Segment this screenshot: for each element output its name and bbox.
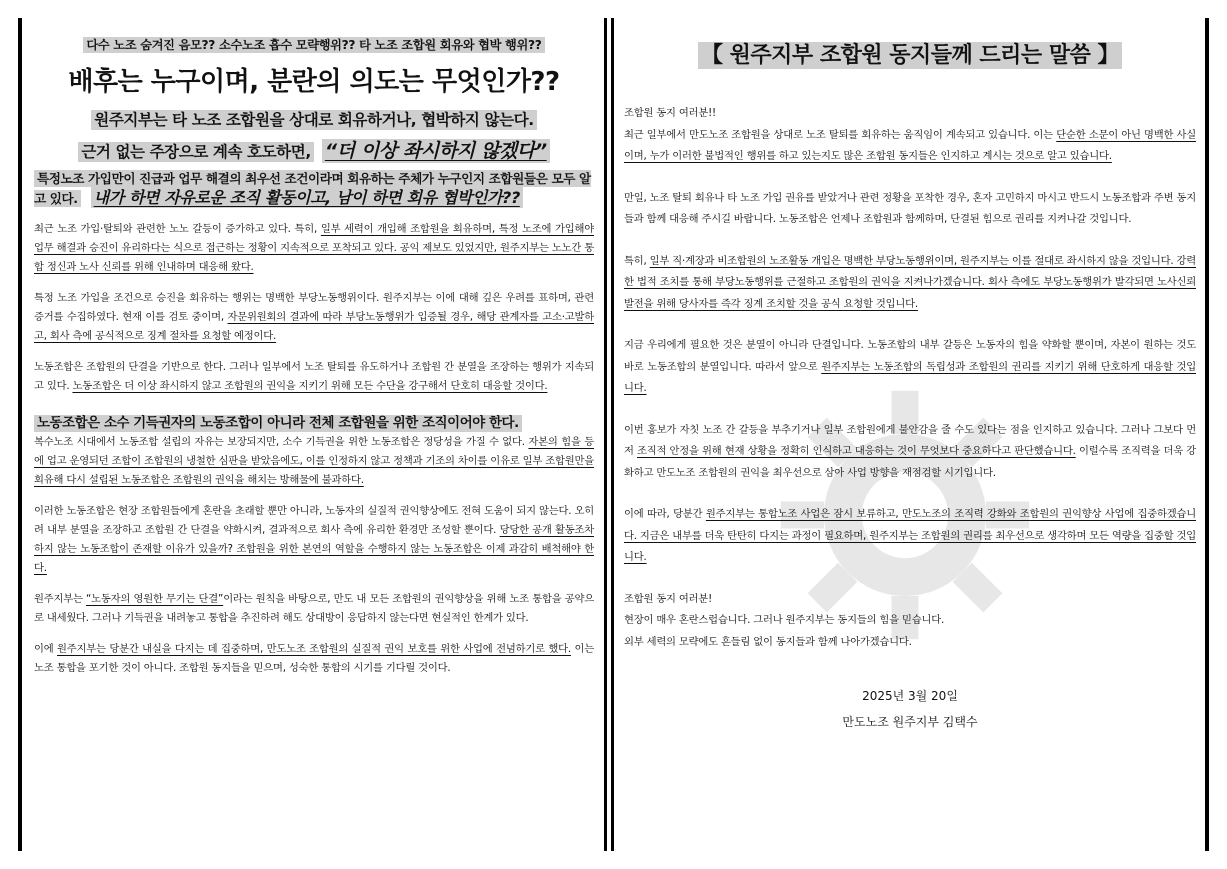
left-bar-big: 내가 하면 자유로운 조직 활동이고, 남이 하면 회유 협박인가??: [91, 187, 523, 208]
right-paragraph-3: [624, 251, 1196, 316]
right-closing-1: 조합원 동지 여러분!: [624, 592, 713, 605]
column-divider-inner: [611, 18, 614, 851]
left-slogan: “더 이상 좌시하지 않겠다”: [322, 139, 550, 163]
right-closing-3: 외부 세력의 모략에도 흔들림 없이 동지들과 함께 나아가겠습니다.: [624, 635, 912, 648]
left-p1b: 일부 세력이 개입해 조합원을 회유하며, 특정 노조에 가입해야 업무 해결과 승진이 유리하다는 식으로 접근하는 정황이 지속적으로 포착되고 있다. 공익 제보도 있었지만, 원주지부는 노노간 통합 정신과 노사 신뢰를 위해 인내하며 대응해 왔다.: [34, 223, 594, 273]
left-highlight-bar: [34, 169, 594, 208]
left-subheading-1: [34, 108, 594, 130]
left-p2a: 특정 노조 가입을 조건으로 승진을 회유하는 행위는 명백한 부당노동행위이다. 원주지부는 이에 대해 깊은 우려를 표하며, 관련 증거를 수집하였다. 현재 이를 검토 중이며,: [34, 292, 594, 323]
left-paragraph-5: [34, 502, 594, 578]
left-paragraph-3: [34, 358, 594, 396]
right-p4a: 지금 우리에게 필요한 것은 분열이 아니라 단결입니다. 노동조합의 내부 갈등은 노동자의 힘을 약화할 뿐이며, 자본이 원하는 것도 바로 노동조합의 분열입니다. 따라서 앞으로: [624, 339, 1196, 373]
left-section-heading: [34, 412, 594, 431]
right-column: [624, 28, 1196, 735]
right-title-text: 【 원주지부 조합원 동지들께 드리는 말씀 】: [698, 42, 1122, 69]
right-paragraph-4: [624, 335, 1196, 400]
left-p3b: 노동조합은 더 이상 좌시하지 않고 조합원의 권익을 지키기 위해 모든 수단을 강구해서 단호히 대응할 것이다.: [72, 380, 548, 392]
left-paragraph-7: [34, 640, 594, 678]
left-p6c: 이라는 원칙을 바탕으로, 만도 내 모든 조합원의 권익향상을 위해 노조 통합을 공약으로 내세웠다. 그러나 기득권을 내려놓고 통합을 추진하려 해도 상대방이 응답하지 않는다면 현실적인 한계가 있다.: [34, 593, 594, 624]
left-paragraph-6: [34, 590, 594, 628]
left-section-heading-text: 노동조합은 소수 기득권자의 노동조합이 아니라 전체 조합원을 위한 조직이어야 한다.: [34, 415, 522, 432]
left-p4b: 자본의 힘을 등에 업고 운영되던 조합이 조합원의 냉철한 심판을 받았음에도, 이를 인정하지 않고 정책과 기조의 차이를 이유로 일부 조합원만을 회유해 다시 설립된 노동조합은 조합원의 권익을 해치는 방해물에 불과하다.: [34, 436, 594, 486]
left-paragraph-2: [34, 289, 594, 346]
right-greeting: 조합원 동지 여러분!!: [624, 107, 716, 119]
left-p6a: 원주지부는: [34, 593, 87, 605]
left-top-line: [34, 36, 594, 53]
right-p3a: 특히,: [624, 254, 650, 267]
right-signature: 만도노조 원주지부 김택수: [842, 715, 978, 729]
right-p1b: 단순한 소문이 아닌 명백한 사실이며, 누가 이러한 불법적인 행위를 하고 있는지도 많은 조합원 동지들은 인지하고 계시는 것으로 알고 있습니다.: [624, 128, 1196, 162]
left-p5a: 이러한 노동조합은 현장 조합원들에게 혼란을 초래할 뿐만 아니라, 노동자의 실질적 권익향상에도 전혀 도움이 되지 않는다. 오히려 내부 분열을 조장하고 조합원 간 단결을 약화시켜, 결과적으로 회사 측에 유리한 환경만 조성할 뿐이다.: [34, 505, 594, 536]
right-paragraph-2: 만일, 노조 탈퇴 회유나 타 노조 가입 권유를 받았거나 관련 정황을 포착한 경우, 혼자 고민하지 마시고 반드시 노동조합과 주변 동지들과 함께 대응해 주시길 바랍니다. 노동조합은 언제나 조합원과 함께하며, 단결된 힘으로 권리를 지켜나갈 것입니다.: [624, 191, 1196, 225]
left-p1a: 최근 노조 가입·탈퇴와 관련한 노노 갈등이 증가하고 있다. 특히,: [34, 223, 321, 235]
left-paragraph-1: [34, 220, 594, 277]
left-paragraph-4: [34, 433, 594, 490]
left-subheading-2: [34, 136, 594, 163]
left-p7c: 이는 노조 통합을 포기한 것이 아니다. 조합원 동지들을 믿으며, 성숙한 통합의 시기를 기다릴 것이다.: [34, 643, 594, 674]
left-p5b: 당당한 공개 활동조차 하지 않는 노동조합이 존재할 이유가 있을까? 조합원을 위한 본연의 역할을 수행하지 않는 노동조합은 이제 과감히 배척해야 한다.: [34, 524, 594, 574]
left-p2b: 자문위원회의 결과에 따라 부당노동행위가 입증될 경우, 해당 관계자를 고소·고발하고, 회사 측에 공식적으로 징계 절차를 요청할 예정이다.: [34, 311, 595, 342]
left-subheading-1-text: 원주지부는 타 노조 조합원을 상대로 회유하거나, 협박하지 않는다.: [91, 110, 536, 130]
right-paragraph-6: [624, 504, 1196, 569]
left-top-line-text: 다수 노조 숨겨진 음모?? 소수노조 흡수 모략행위?? 타 노조 조합원 회유와 협박 행위??: [83, 37, 544, 53]
right-p6a: 이에 따라, 당분간: [624, 508, 706, 520]
right-date: 2025년 3월 20일: [862, 689, 958, 703]
right-p6b: 원주지부는 통합노조 사업은 잠시 보류하고, 만도노조의 조직력 강화와 조합원의 권익향상 사업에 집중하겠습니다. 지금은 내부를 더욱 탄탄히 다지는 과정이 필요하며, 원주지부는 조합원의 권리를 최우선으로 생각하며 모든 역량을 집중할 것입니다.: [624, 508, 1196, 563]
right-closing: [624, 589, 1196, 654]
right-closing-2: 현장이 매우 혼란스럽습니다. 그러나 원주지부는 동지들의 힘을 믿습니다.: [624, 614, 945, 626]
right-paragraph-5: [624, 420, 1196, 485]
left-p7b: 원주지부는 당분간 내실을 다지는 데 집중하며, 만도노조 조합원의 실질적 권익 보호를 위한 사업에 전념하기로 했다.: [57, 643, 571, 655]
left-p3a: 노동조합은 조합원의 단결을 기반으로 한다. 그러나 일부에서 노조 탈퇴를 유도하거나 조합원 간 분열을 조장하는 행위가 지속되고 있다.: [34, 361, 594, 392]
left-p6b: “노동자의 영원한 무기는 단결”: [86, 593, 224, 605]
right-p3b: 일부 직·계장과 비조합원의 노조활동 개입은 명백한 부당노동행위이며, 원주지부는 이를 절대로 좌시하지 않을 것입니다. 강력한 법적 조치를 통해 부당노동행위를 근절하고 조합원의 권익을 지켜나가겠습니다. 회사 측에도 부당노동행위가 발각되면 노사신뢰 발전을 위해 당사자를 즉각 징계 조치할 것을 공식 요청할 것입니다.: [624, 254, 1196, 310]
right-paragraph-1: [624, 125, 1196, 168]
right-p4b: 원주지부는 노동조합의 독립성과 조합원의 권리를 지키기 위해 단호하게 대응할 것입니다.: [624, 360, 1196, 394]
left-column: [34, 28, 594, 678]
left-headline: 배후는 누구이며, 분란의 의도는 무엇인가??: [68, 67, 560, 97]
left-p7a: 이에: [34, 643, 58, 655]
right-signature-block: [624, 683, 1196, 735]
left-p4a: 복수노조 시대에서 노동조합 설립의 자유는 보장되지만, 소수 기득권을 위한 노동조합은 정당성을 가질 수 없다.: [34, 436, 529, 448]
right-p5c: 이럴수록 조직력을 더욱 강화하고 만도노조 조합원의 권익을 최우선으로 삼아 사업 방향을 재점검할 시기입니다.: [624, 445, 1196, 479]
right-p5a: 이번 홍보가 자칫 노조 간 갈등을 부추기거나 일부 조합원에게 불안감을 줄 수도 있다는 점을 인지하고 있습니다. 그러나 그보다 먼저: [624, 423, 1196, 457]
column-divider: [604, 18, 607, 851]
right-title: [624, 38, 1196, 69]
right-p5b: 조직적 안정을 위해 현재 상황을 정확히 인식하고 대응하는 것이 무엇보다 중요하다고 판단했습니다.: [637, 445, 1076, 457]
right-p1a: 최근 일부에서 만도노조 조합원을 상대로 노조 탈퇴를 회유하는 움직임이 계속되고 있습니다. 이는: [624, 128, 1057, 141]
left-subheading-2-text: 근거 없는 주장으로 계속 호도하면,: [78, 142, 314, 162]
left-bar-text: 특정노조 가입만이 진급과 업무 해결의 최우선 조건이라며 회유하는 주체가 누구인지 조합원들은 모두 알고 있다.: [34, 171, 591, 206]
